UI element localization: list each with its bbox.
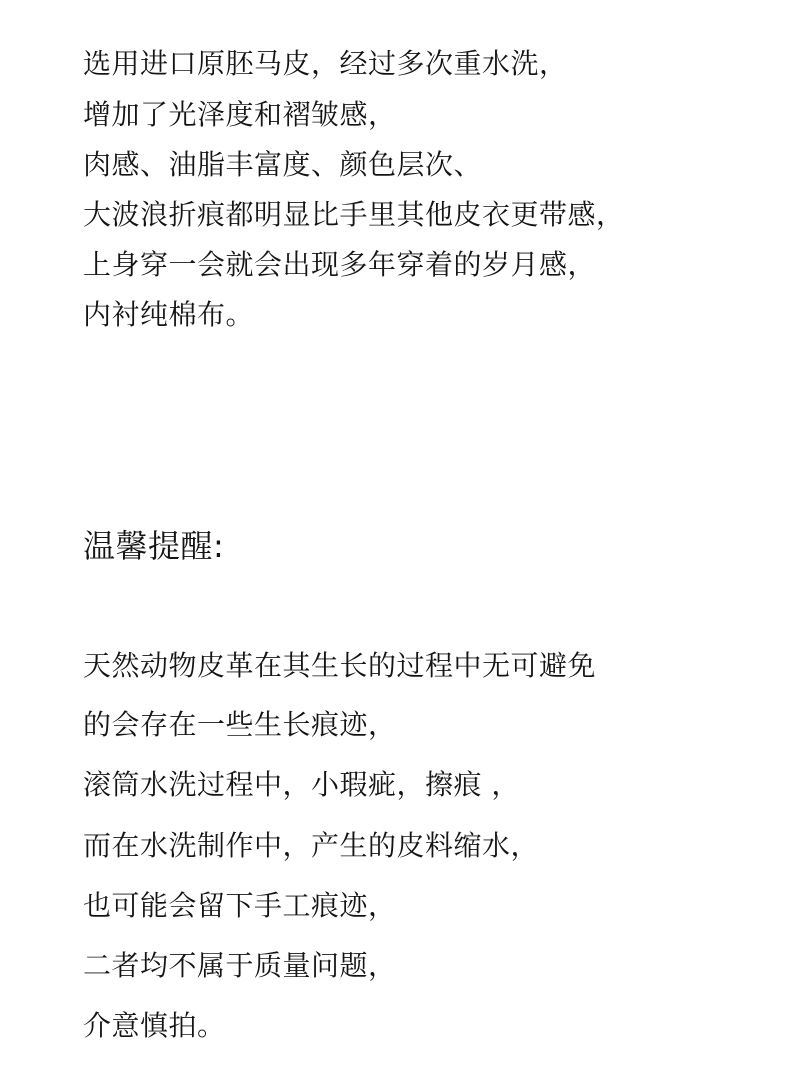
notice-line-5: 也可能会留下手工痕迹， — [83, 889, 397, 922]
notice-line-1: 天然动物皮革在其生长的过程中无可避免 — [83, 649, 597, 682]
intro-line-6: 内衬纯棉布。 — [83, 298, 255, 331]
notice-title: 温馨提醒: — [83, 527, 225, 565]
intro-line-3: 肉感、油脂丰富度、颜色层次、 — [83, 148, 483, 181]
notice-line-3: 滚筒水洗过程中，小瑕疵，擦痕 ， — [83, 768, 520, 801]
notice-line-4: 而在水洗制作中，产生的皮料缩水， — [83, 829, 540, 862]
intro-line-4: 大波浪折痕都明显比手里其他皮衣更带感， — [83, 198, 625, 231]
notice-line-2: 的会存在一些生长痕迹， — [83, 708, 397, 741]
intro-line-5: 上身穿一会就会出现多年穿着的岁月感， — [83, 248, 597, 281]
notice-line-6: 二者均不属于质量问题， — [83, 949, 397, 982]
intro-line-2: 增加了光泽度和褶皱感， — [83, 98, 397, 131]
notice-line-7: 介意慎拍。 — [83, 1009, 226, 1042]
intro-line-1: 选用进口原胚马皮，经过多次重水洗， — [83, 47, 568, 80]
